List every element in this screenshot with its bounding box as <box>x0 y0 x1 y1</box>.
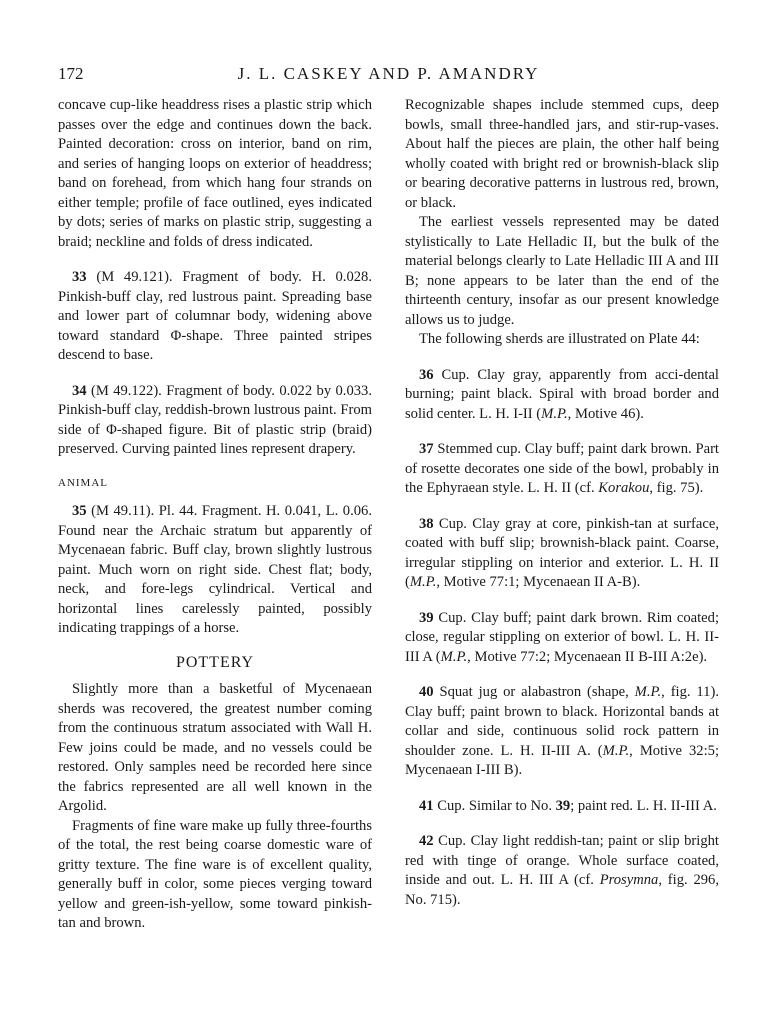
entry-number: 36 <box>419 366 434 383</box>
entry-number: 33 <box>72 269 87 285</box>
section-label-animal: ANIMAL <box>58 476 108 489</box>
entry-text: ; paint red. L. H. II-III A. <box>570 797 717 814</box>
entry-number: 40 <box>419 684 434 700</box>
pottery-paragraph-1: Slightly more than a basketful of Mycenaean sherds was recovered, the greatest number coming from the continuous stratum associated with Wall H. Few joins could be made, and no vessels could be restored. Only samples need be recorded here since the fabrics represented are all well known in the Argolid. <box>58 681 372 814</box>
plate-intro-paragraph: The following sherds are illustrated on Plate 44: <box>419 331 700 347</box>
continued-paragraph: concave cup-like headdress rises a plastic strip which passes over the edge and continues down the back. Painted decoration: cross on interior, band on rim, and series of hanging loops on exterior of headdress; band on forehead, from which hang four strands on either temple; profile of face outlined, eyes indicated by dots; series of marks on plastic strip, suggesting a braid; neckline and folds of dress indicated. <box>58 97 372 250</box>
citation: M.P. <box>541 405 568 422</box>
pottery-paragraph-2: Fragments of fine ware make up fully three-fourths of the total, the rest being coarse domestic ware of gritty texture. The fine ware is of excellent quality, generally buff in color, some pieces verging toward yellow and green-ish-yellow, some toward pinkish-tan and brown. <box>58 817 372 931</box>
entry-text: (M 49.122). Fragment of body. 0.022 by 0.033. Pinkish-buff clay, reddish-brown lustrous paint. From side of Φ-shaped figure. Bit of plastic strip (braid) preserved. Curving painted lines represent drapery. <box>58 382 372 457</box>
entry-text: , fig. 75). <box>649 480 704 496</box>
entry-text: , fig. 11). Clay buff; paint brown to black. Horizontal bands at collar and side, continuous solid rock pattern in shoulder zone. L. H. II-III A. ( <box>405 684 719 759</box>
citation: M.P. <box>634 684 662 700</box>
citation: Prosymna <box>599 872 659 888</box>
page-number: 172 <box>58 64 84 83</box>
pottery-paragraph-3: Recognizable shapes include stemmed cups, deep bowls, small three-handled jars, and stir-rup-vases. About half the pieces are plain, the other half being wholly coated with bright red or brownish-black slip or bearing decorative patterns in lustrous red, brown, or black. <box>405 97 719 211</box>
entry-text: Cup. Similar to No. <box>433 797 556 814</box>
citation: Korakou <box>598 480 650 496</box>
catalog-entry-39 <box>405 609 719 668</box>
entry-number: 39 <box>419 609 434 626</box>
entry-number: 35 <box>72 503 87 519</box>
catalog-entry-42 <box>405 832 719 910</box>
entry-number: 41 <box>419 797 434 814</box>
entry-text: Cup. Clay gray at core, pinkish-tan at surface, coated with buff slip; brownish-black paint. Coarse, irregular stippling on interior and exterior. L. H. II ( <box>405 515 719 590</box>
entry-text: , Motive 46). <box>567 405 644 422</box>
entry-number: 34 <box>72 382 87 399</box>
citation: M.P. <box>602 742 630 759</box>
entry-text: Stemmed cup. Clay buff; paint dark brown. Part of rosette decorates one side of the bowl, probably in the Ephyraean style. L. H. II (cf. <box>405 441 719 496</box>
entry-text: Cup. Clay gray, apparently from acci-dental burning; paint black. Spiral with broad border and solid center. L. H. I-II ( <box>405 366 719 422</box>
section-title-pottery: POTTERY <box>175 653 255 671</box>
catalog-entry-33 <box>58 268 372 366</box>
cross-reference: 39 <box>555 797 571 814</box>
catalog-entry-41 <box>405 797 719 817</box>
catalog-entry-36 <box>405 366 719 425</box>
entry-text: (M 49.11). Pl. 44. Fragment. H. 0.041, L. 0.06. Found near the Archaic stratum but apparently of Mycenaean fabric. Buff clay, brown slightly lustrous paint. Much worn on right side. Chest flat; body, neck, and fore-legs cylindrical. Vertical and horizontal lines carelessly painted, possibly indicating trappings of a horse. <box>58 503 372 636</box>
entry-number: 42 <box>419 833 434 849</box>
entry-text: , fig. 296, No. 715). <box>405 872 719 908</box>
citation: M.P. <box>440 648 468 665</box>
entry-text: Cup. Clay light reddish-tan; paint or slip bright red with tinge of orange. Whole surface coated, inside and out. L. H. III A (cf. <box>405 833 719 888</box>
entry-text: , Motive 32:5; Mycenaean I-III B). <box>405 742 719 778</box>
entry-text: Cup. Clay buff; paint dark brown. Rim coated; close, regular stippling on exterior of bowl. L. H. II-III A ( <box>405 609 719 665</box>
catalog-entry-34 <box>58 382 372 460</box>
entry-text: Squat jug or alabastron (shape, <box>433 684 635 700</box>
running-head: J. L. CASKEY AND P. AMANDRY <box>237 64 540 83</box>
pottery-paragraph-4: The earliest vessels represented may be dated stylistically to Late Helladic II, but the bulk of the material belongs clearly to Late Helladic III A and III B; none appears to be later than the end of the thirteenth century, insofar as our present knowledge allows us to judge. <box>405 214 719 328</box>
entry-number: 37 <box>419 441 434 457</box>
entry-text: , Motive 77:2; Mycenaean II B-III A:2e). <box>467 648 708 665</box>
entry-number: 38 <box>419 515 434 532</box>
catalog-entry-35 <box>58 502 372 639</box>
catalog-entry-37 <box>405 440 719 499</box>
entry-text: (M 49.121). Fragment of body. H. 0.028. Pinkish-buff clay, red lustrous paint. Spreading base and lower part of columnar body, widening above toward standard Φ-shape. Three painted stripes descend to base. <box>58 269 372 363</box>
entry-text: , Motive 77:1; Mycenaean II A-B). <box>436 574 641 590</box>
catalog-entry-40 <box>405 683 719 781</box>
right-column <box>405 96 719 910</box>
left-column <box>58 96 372 934</box>
catalog-entry-38 <box>405 515 719 593</box>
citation: M.P. <box>409 574 437 590</box>
